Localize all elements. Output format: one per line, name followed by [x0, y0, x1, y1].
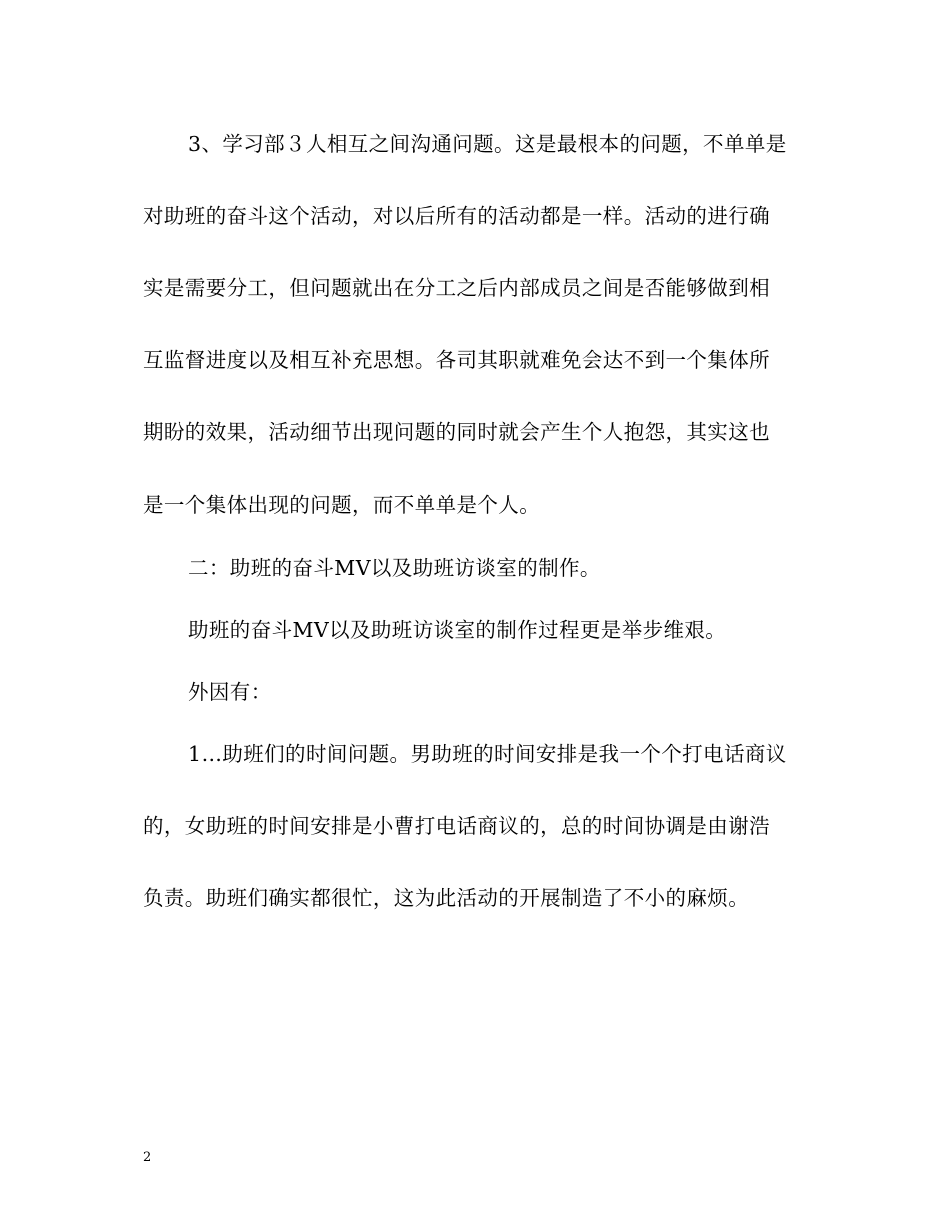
text-line: 助班的奋斗MV以及助班访谈室的制作过程更是举步维艰。	[188, 618, 727, 642]
text-line: 期盼的效果，活动细节出现问题的同时就会产生个人抱怨，其实这也	[143, 420, 770, 444]
text-line: 互监督进度以及相互补充思想。各司其职就难免会达不到一个集体所	[143, 348, 770, 372]
text-line: 负责。助班们确实都很忙，这为此活动的开展制造了不小的麻烦。	[143, 886, 750, 910]
text-line: 是一个集体出现的问题，而不单单是个人。	[143, 493, 541, 517]
text-line: 外因有：	[188, 680, 272, 704]
text-line: 1…助班们的时间问题。男助班的时间安排是我一个个打电话商议	[188, 742, 787, 766]
text-line: 实是需要分工，但问题就出在分工之后内部成员之间是否能够做到相	[143, 276, 770, 300]
section-heading: 二：助班的奋斗MV以及助班访谈室的制作。	[188, 556, 601, 580]
text-line: 3、学习部３人相互之间沟通问题。这是最根本的问题，不单单是	[188, 132, 787, 156]
page-number: 2	[143, 1150, 152, 1165]
text-line: 对助班的奋斗这个活动，对以后所有的活动都是一样。活动的进行确	[143, 204, 770, 228]
text-line: 的，女助班的时间安排是小曹打电话商议的，总的时间协调是由谢浩	[143, 814, 770, 838]
